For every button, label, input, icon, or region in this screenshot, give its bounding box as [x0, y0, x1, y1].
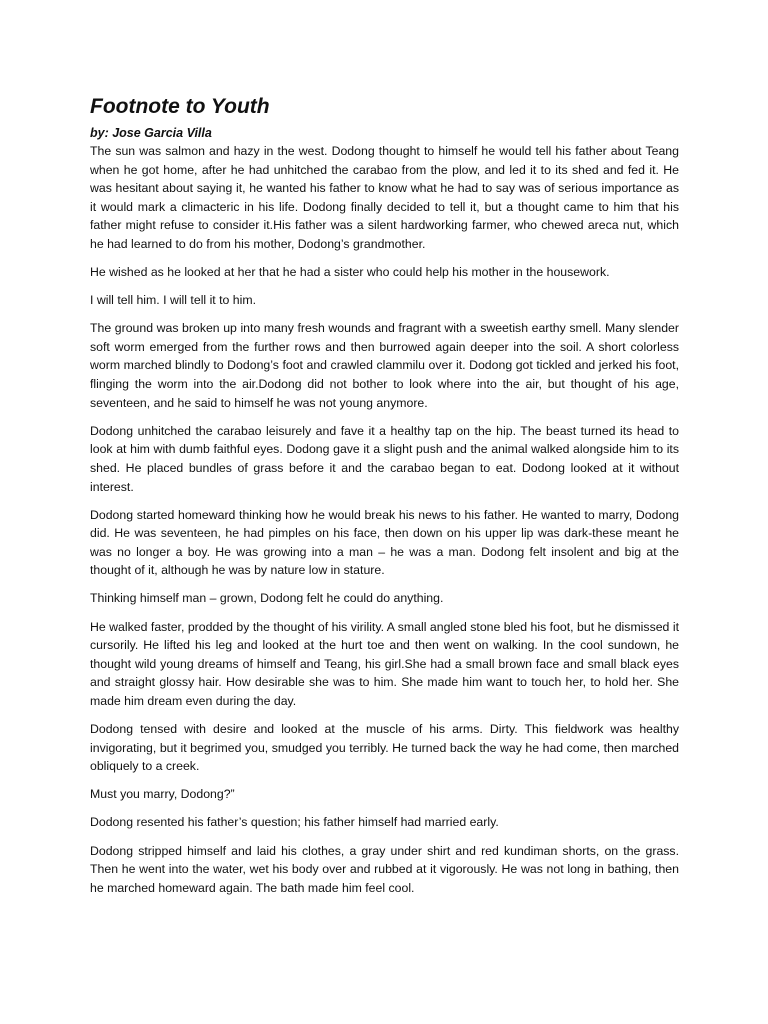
paragraph: Dodong started homeward thinking how he would break his news to his father. He wanted to marry, Dodong did. He was seventeen, he had pimples on his face, then down on his upper lip was dark-these meant he was no longer a boy. He was growing into a man – he was a man. Dodong felt insolent and big at the thought of it, although he was by nature low in stature. [90, 507, 679, 578]
paragraph: Must you marry, Dodong?” [90, 787, 235, 802]
paragraph: The ground was broken up into many fresh wounds and fragrant with a sweetish earthy smell. Many slender soft worm emerged from the further rows and then burrowed again deeper into the soil. A short colorless worm marched blindly to Dodong’s foot and crawled clammilu over it. Dodong got tickled and jerked his foot, flinging the worm into the air.Dodong did not bother to look where into the air, but thought of his age, seventeen, and he said to himself he was not young anymore. [90, 321, 679, 410]
paragraph: He wished as he looked at her that he had a sister who could help his mother in the housework. [90, 265, 610, 280]
paragraph: The sun was salmon and hazy in the west. Dodong thought to himself he would tell his father about Teang when he got home, after he had unhitched the carabao from the plow, and led it to its shed and fed it. He was hesitant about saying it, he wanted his father to know what he had to say was of serious importance as it would mark a climacteric in his life. Dodong finally decided to tell it, but a thought came to him that his father might refuse to consider it.His father was a silent hardworking farmer, who chewed areca nut, which he had learned to do from his mother, Dodong’s grandmother. [90, 144, 679, 251]
paragraph: Thinking himself man – grown, Dodong felt he could do anything. [90, 591, 444, 606]
document-page [90, 94, 679, 907]
story-title: Footnote to Youth [90, 95, 270, 118]
paragraph: He walked faster, prodded by the thought of his virility. A small angled stone bled his foot, but he dismissed it cursorily. He lifted his leg and looked at the hurt toe and then went on walking. In the cool sundown, he thought wild young dreams of himself and Teang, his girl.She had a small brown face and small black eyes and straight glossy hair. How desirable she was to him. She made him want to touch her, to hold her. She made him dream even during the day. [90, 619, 679, 708]
paragraph: I will tell him. I will tell it to him. [90, 293, 257, 308]
paragraph: Dodong resented his father’s question; his father himself had married early. [90, 815, 499, 830]
paragraph: Dodong stripped himself and laid his clothes, a gray under shirt and red kundiman shorts, on the grass. Then he went into the water, wet his body over and rubbed at it vigorously. He was not long in bathing, then he marched homeward again. The bath made him feel cool. [90, 843, 679, 895]
paragraph: Dodong unhitched the carabao leisurely and fave it a healthy tap on the hip. The beast turned its head to look at him with dumb faithful eyes. Dodong gave it a slight push and the animal walked alongside him to its shed. He placed bundles of grass before it and the carabao began to eat. Dodong looked at it without interest. [90, 423, 679, 494]
paragraph: Dodong tensed with desire and looked at the muscle of his arms. Dirty. This fieldwork was healthy invigorating, but it begrimed you, smudged you terribly. He turned back the way he had come, then marched obliquely to a creek. [90, 722, 679, 774]
story-author: by: Jose Garcia Villa [90, 126, 212, 140]
